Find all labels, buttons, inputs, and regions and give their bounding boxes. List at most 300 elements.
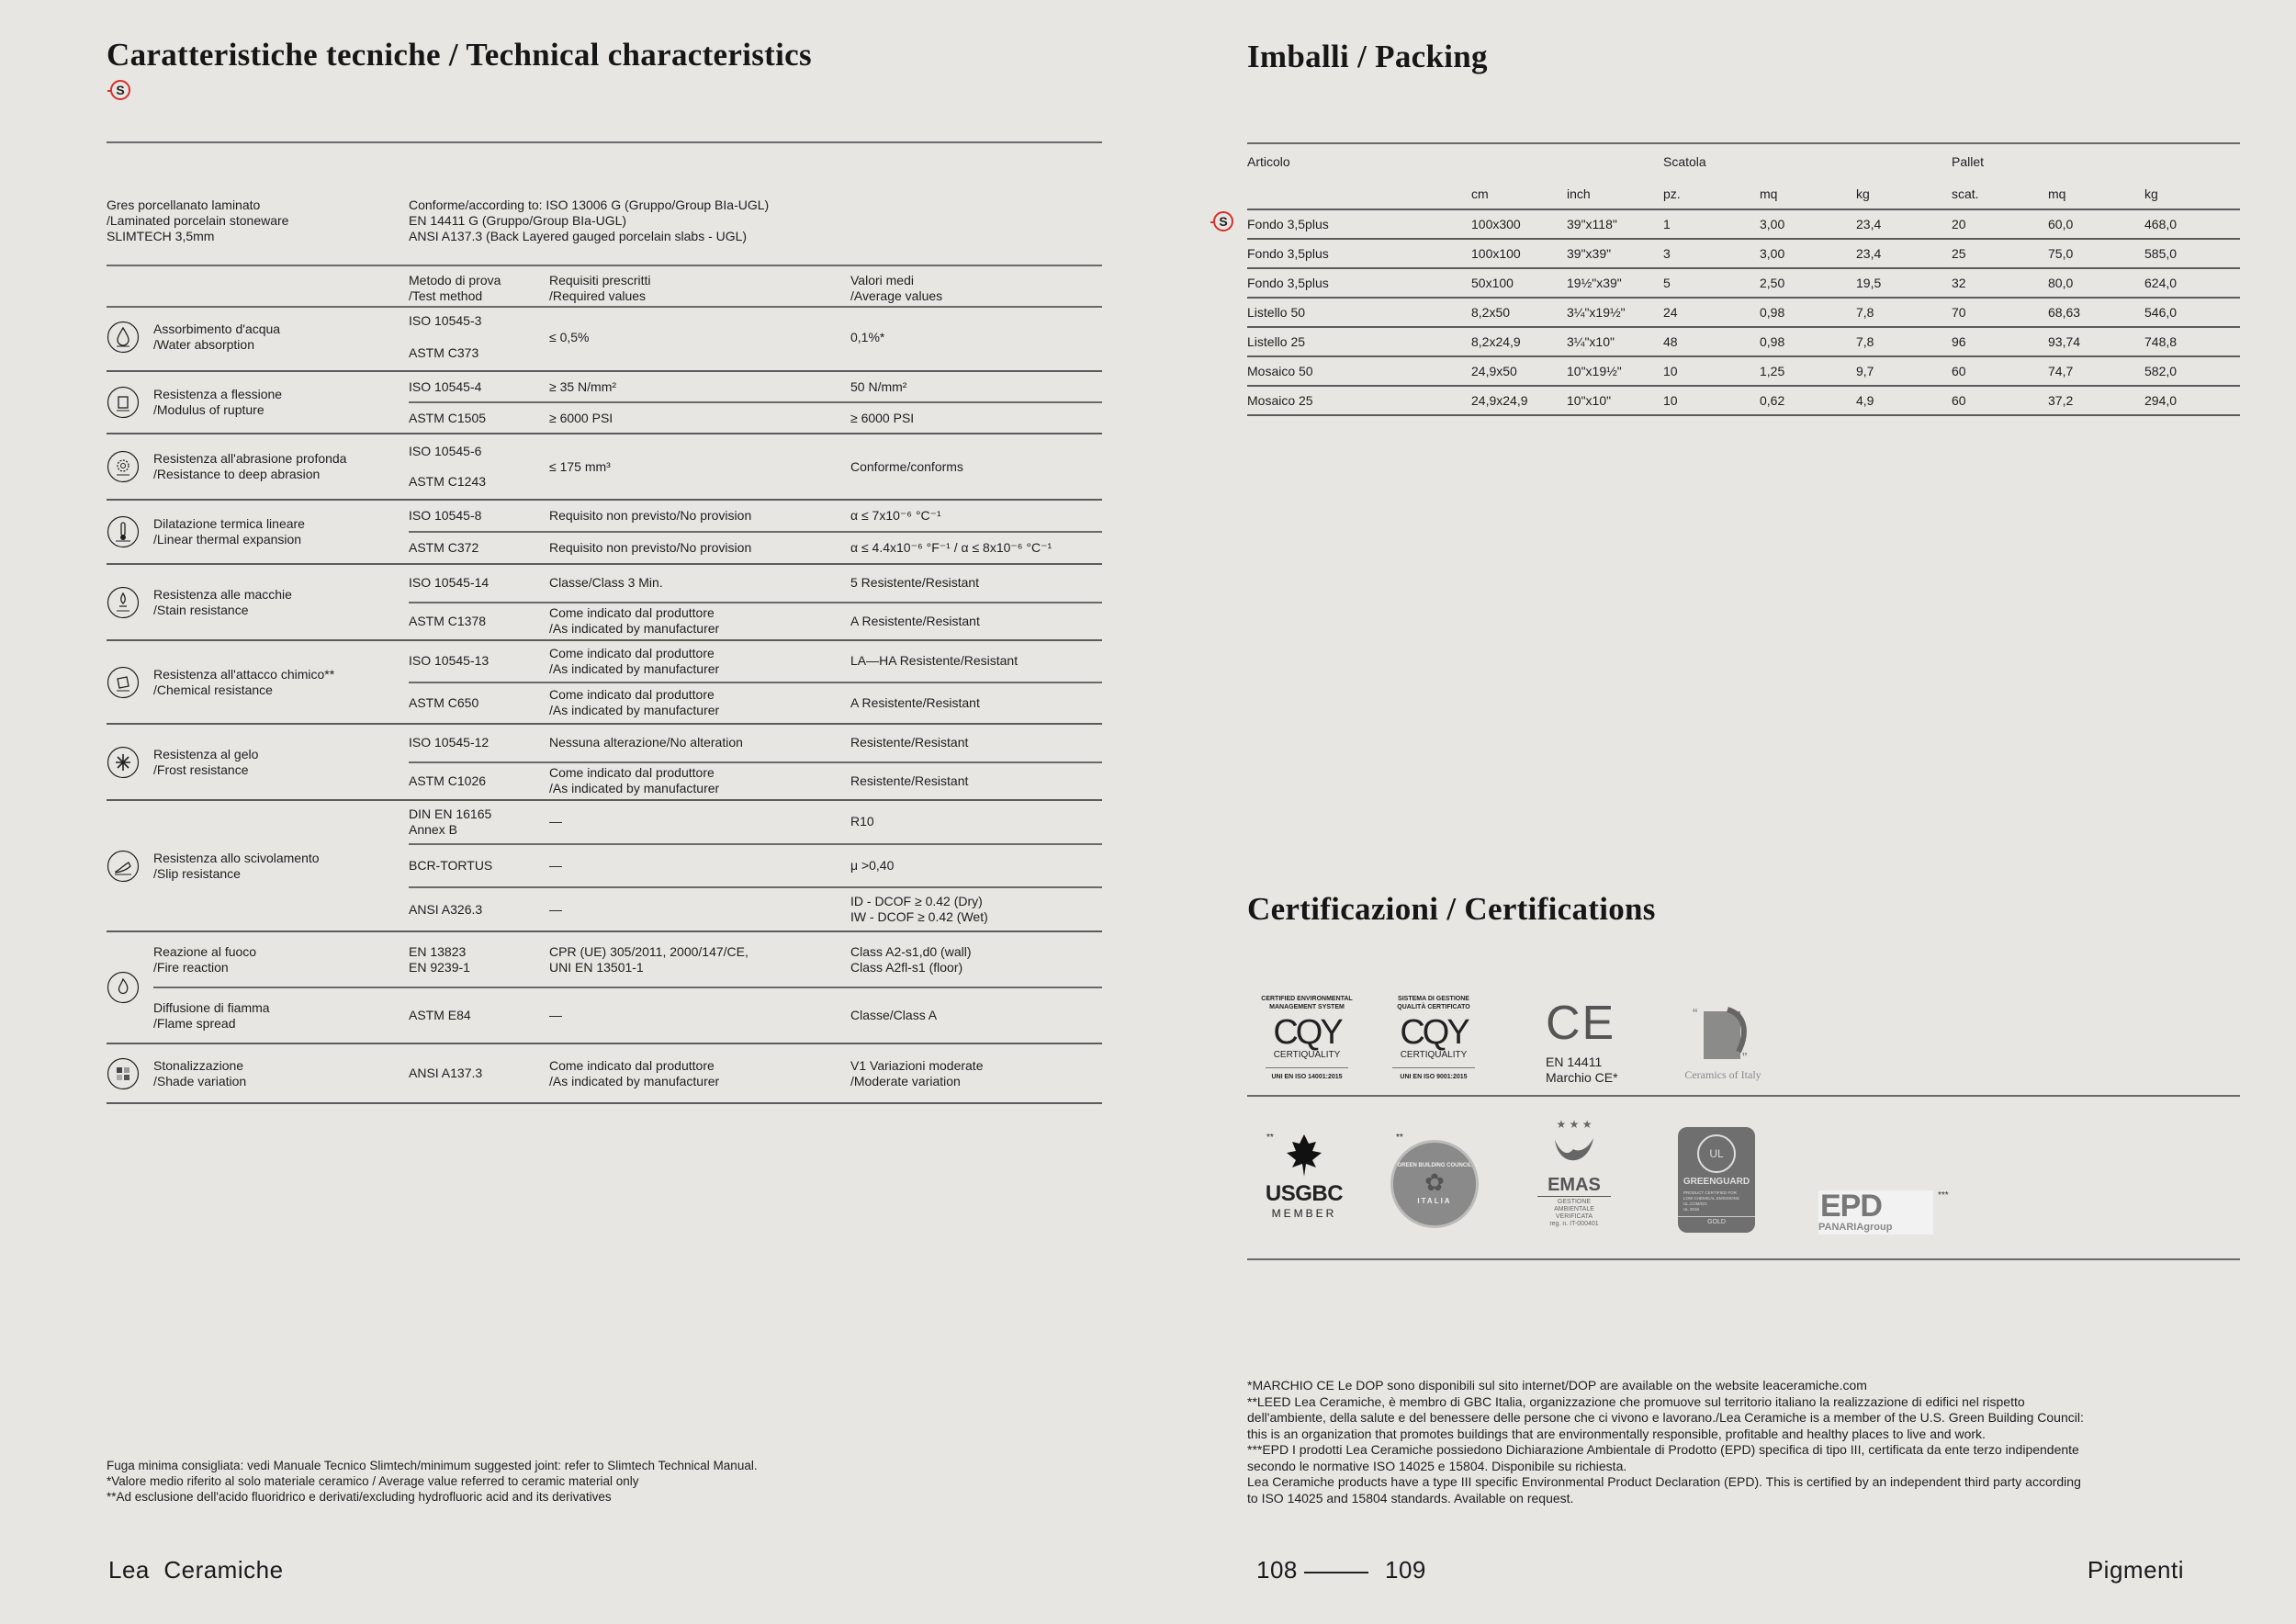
article-name: Fondo 3,5plus	[1247, 268, 1471, 298]
cell-line: /Water absorption	[153, 337, 254, 352]
sub-header: mq	[1760, 179, 1856, 209]
packing-cell: 80,0	[2048, 268, 2144, 298]
cell-line: /Modulus of rupture	[153, 402, 264, 417]
footnote: **Ad esclusione dell'acido fluoridrico e derivati/excluding hydrofluoric acid and its derivatives	[107, 1490, 612, 1504]
test-method	[409, 1008, 549, 1023]
cell-line: A Resistente/Resistant	[850, 694, 980, 710]
packing-cell: 37,2	[2048, 386, 2144, 415]
logo-stars: **	[1396, 1133, 1403, 1143]
article-name: Fondo 3,5plus	[1247, 239, 1471, 268]
snowflake-icon	[107, 725, 153, 799]
cell-line: ≤ 0,5%	[549, 329, 590, 344]
stain-icon	[107, 565, 153, 639]
cell-line: ASTM C1243	[409, 474, 487, 489]
logo-text: Ceramics of Italy	[1684, 1068, 1761, 1081]
packing-cell: 75,0	[2048, 239, 2144, 268]
required-value	[549, 765, 850, 796]
required-value	[549, 1058, 850, 1089]
certiquality-14001-logo	[1256, 995, 1357, 1080]
logo-text: USGBC	[1265, 1181, 1344, 1206]
cell-line: ISO 10545-14	[409, 575, 490, 591]
group-rows	[409, 801, 1102, 930]
cell-line: /Shade variation	[153, 1073, 247, 1088]
test-method	[409, 1066, 549, 1081]
article-name: Listello 25	[1247, 327, 1471, 356]
packing-cell: 93,74	[2048, 327, 2144, 356]
test-method	[409, 434, 549, 499]
cell-line: α ≤ 4.4x10⁻⁶ °F⁻¹ / α ≤ 8x10⁻⁶ °C⁻¹	[850, 540, 1052, 555]
packing-cell: 468,0	[2144, 209, 2240, 239]
conformity	[409, 197, 769, 244]
conformity-line: Conforme/according to: ISO 13006 G (Gruppo/Group BIa-UGL)	[409, 197, 770, 212]
average-value	[850, 459, 1102, 475]
product-line: /Laminated porcelain stoneware	[107, 213, 289, 228]
property-label	[153, 565, 409, 639]
cell-line: /Linear thermal expansion	[153, 532, 302, 547]
table-row	[409, 434, 1102, 499]
cell-line: Reazione al fuoco	[153, 943, 257, 959]
packing-cell: 5	[1663, 268, 1760, 298]
cell-line: ≤ 175 mm³	[549, 458, 611, 474]
tech-group	[107, 304, 1102, 372]
footnote-line: dell'ambiente, della salute e del benessere delle persone che ci vivono e lavorano./Lea Ceramiche is a member of the U.S. Green Building Council:	[1247, 1410, 2084, 1425]
average-value	[850, 1008, 1102, 1023]
packing-row	[1247, 239, 2240, 268]
ceramics-of-italy-logo	[1677, 1006, 1769, 1082]
average-value	[850, 695, 1102, 711]
tech-group	[107, 1044, 1102, 1104]
packing-cell: 23,4	[1856, 209, 1952, 239]
test-method	[409, 411, 549, 426]
article-name: Mosaico 50	[1247, 356, 1471, 386]
average-value	[850, 508, 1102, 524]
packing-sub-header	[1247, 179, 2240, 209]
test-method	[409, 773, 549, 789]
logo-text: GOLD	[1678, 1216, 1755, 1225]
packing-cell: 10"x10"	[1567, 386, 1663, 415]
logo-text: UNI EN ISO 14001:2015	[1271, 1074, 1343, 1080]
cell-line: Resistente/Resistant	[850, 773, 969, 788]
header-article: Articolo	[1247, 154, 1290, 169]
cell-line: ID - DCOF ≥ 0.42 (Dry)	[850, 894, 983, 909]
packing-cell: 2,50	[1760, 268, 1856, 298]
certiquality-9001-logo	[1383, 995, 1484, 1080]
packing-cell: 60,0	[2048, 209, 2144, 239]
gbc-italia-logo	[1387, 1133, 1479, 1224]
footnote-line: to ISO 14025 and 15804 standards. Available on request.	[1247, 1490, 1574, 1506]
table-row	[409, 725, 1102, 761]
packing-title: Imballi / Packing	[1247, 39, 1488, 74]
packing-cell: 546,0	[2144, 298, 2240, 327]
packing-cell: 100x300	[1471, 209, 1567, 239]
col-values	[850, 273, 942, 304]
cell-line: Assorbimento d'acqua	[153, 321, 281, 336]
packing-cell: 39"x39"	[1567, 239, 1663, 268]
cell-line: CPR (UE) 305/2011, 2000/147/CE,	[549, 943, 748, 959]
footnote: Fuga minima consigliata: vedi Manuale Tecnico Slimtech/minimum suggested joint: refer to Slimtech Technical Manual.	[107, 1459, 758, 1472]
cell-line: ≥ 6000 PSI	[850, 410, 915, 425]
average-value	[850, 858, 1102, 874]
packing-row	[1247, 209, 2240, 239]
group-rows	[409, 641, 1102, 723]
group-rows	[409, 501, 1102, 563]
cell-line: Resistenza all'abrasione profonda	[153, 451, 347, 466]
footnote-line: this is an organization that promotes buildings that are environmentally responsible, profitable and healthy places to live and work.	[1247, 1426, 1986, 1441]
packing-cell: 96	[1952, 327, 2048, 356]
group-rows	[409, 372, 1102, 433]
cell-line: Stonalizzazione	[153, 1057, 244, 1073]
test-method	[409, 858, 549, 874]
sub-header: kg	[2144, 179, 2240, 209]
cell-line: Dilatazione termica lineare	[153, 516, 305, 531]
packing-cell: 3¼"x10"	[1567, 327, 1663, 356]
cell-line: ASTM C373	[409, 345, 479, 360]
cell-line: /Flame spread	[153, 1015, 236, 1031]
packing-cell: 68,63	[2048, 298, 2144, 327]
logo-text: PRODUCT CERTIFIED FOR	[1683, 1190, 1737, 1195]
cell-line: ASTM C1378	[409, 613, 487, 628]
packing-cell: 24	[1663, 298, 1760, 327]
sub-header: mq	[2048, 179, 2144, 209]
average-value	[850, 379, 1102, 395]
average-value	[850, 735, 1102, 750]
ce-mark-logo	[1546, 997, 1618, 1086]
logo-text: LOW CHEMICAL EMISSIONS	[1683, 1196, 1739, 1201]
cell-line: ≥ 35 N/mm²	[549, 378, 617, 394]
required-value	[549, 379, 850, 395]
cell-line: ISO 10545-6	[409, 444, 482, 458]
s-badge-text: S	[1219, 214, 1228, 229]
divider	[107, 141, 1102, 143]
cell-line: LA—HA Resistente/Resistant	[850, 653, 1019, 669]
table-row	[409, 304, 1102, 370]
cell-line: DIN EN 16165	[409, 806, 492, 821]
table-row	[153, 932, 1102, 987]
abrasion-gear-icon	[107, 434, 153, 499]
cell-line: ≥ 6000 PSI	[549, 410, 613, 425]
average-value	[850, 575, 1102, 591]
packing-cell: 294,0	[2144, 386, 2240, 415]
table-row	[409, 372, 1102, 401]
logo-text: MANAGEMENT SYSTEM	[1269, 1004, 1345, 1010]
cell-line: Come indicato dal produttore	[549, 687, 715, 703]
property-label	[153, 372, 409, 433]
table-row	[409, 1044, 1102, 1102]
tech-title: Caratteristiche tecniche / Technical characteristics	[107, 37, 812, 73]
cell-line: V1 Variazioni moderate	[850, 1057, 984, 1073]
divider	[1247, 1095, 2240, 1097]
water-drop-icon	[107, 304, 153, 370]
logo-text: AMBIENTALE	[1554, 1206, 1594, 1212]
group-rows	[409, 1044, 1102, 1102]
table-row	[409, 761, 1102, 800]
logo-text: UNI EN ISO 9001:2015	[1400, 1074, 1468, 1080]
logo-text: UL.COM/GG	[1683, 1201, 1707, 1206]
cell-line: Classe/Class A	[850, 1008, 938, 1022]
cell-line: BCR-TORTUS	[409, 858, 493, 873]
packing-cell: 748,8	[2144, 327, 2240, 356]
logo-text: PANARIAgroup	[1818, 1222, 1893, 1233]
required-value	[549, 575, 850, 591]
test-method	[409, 379, 549, 395]
packing-cell: 3,00	[1760, 209, 1856, 239]
packing-cell: 10"x19½"	[1567, 356, 1663, 386]
cell-line: ANSI A326.3	[409, 901, 483, 917]
s-badge-text: S	[116, 83, 125, 97]
packing-cell: 3,00	[1760, 239, 1856, 268]
chemical-icon	[107, 641, 153, 723]
test-method	[409, 614, 549, 629]
group-rows	[409, 434, 1102, 499]
average-value	[850, 653, 1102, 669]
cell-line: α ≤ 7x10⁻⁶ °C⁻¹	[850, 508, 941, 523]
logo-text: reg. n. IT-000401	[1549, 1221, 1599, 1227]
flame-icon	[107, 932, 153, 1043]
required-value	[549, 330, 850, 345]
cell-line: Resistenza a flessione	[153, 387, 283, 401]
greenguard-logo	[1678, 1127, 1755, 1233]
packing-cell: 3	[1663, 239, 1760, 268]
article-name: Fondo 3,5plus	[1247, 209, 1471, 239]
table-row	[409, 682, 1102, 724]
cell-line: Resistenza al gelo	[153, 746, 259, 761]
col-label: /Test method	[409, 288, 483, 303]
test-method	[409, 806, 549, 838]
divider	[1247, 1258, 2240, 1260]
maple-leaf-icon: ✿	[1424, 1168, 1445, 1196]
packing-cell: 7,8	[1856, 298, 1952, 327]
right-footnotes	[1247, 1378, 2084, 1506]
sub-header	[1247, 179, 1471, 209]
required-value	[549, 605, 850, 637]
sub-header: scat.	[1952, 179, 2048, 209]
average-value	[850, 1058, 1102, 1089]
logo-text: GREENGUARD	[1683, 1177, 1750, 1187]
shade-variation-icon	[107, 1044, 153, 1102]
packing-cell: 50x100	[1471, 268, 1567, 298]
packing-cell: 585,0	[2144, 239, 2240, 268]
property-label	[153, 641, 409, 723]
cell-line: /As indicated by manufacturer	[549, 703, 720, 718]
cell-line: —	[549, 858, 562, 873]
sub-header: cm	[1471, 179, 1567, 209]
required-value	[549, 944, 850, 976]
required-value	[549, 902, 850, 918]
cell-line: 5 Resistente/Resistant	[850, 575, 980, 591]
table-row	[409, 565, 1102, 602]
group-rows	[409, 565, 1102, 639]
logo-text: CERTIFIED ENVIRONMENTAL	[1261, 996, 1353, 1002]
tech-group	[107, 641, 1102, 725]
cell-line: Conforme/conforms	[850, 458, 963, 474]
cell-line: ISO 10545-13	[409, 653, 490, 669]
property-label	[153, 501, 409, 563]
packing-cell: 3¼"x19½"	[1567, 298, 1663, 327]
article-name: Mosaico 25	[1247, 386, 1471, 415]
cell-line: ASTM C1026	[409, 773, 487, 788]
cell-line: Class A2-s1,d0 (wall)	[850, 943, 972, 959]
cell-line: /Slip resistance	[153, 865, 241, 881]
header-box: Scatola	[1663, 154, 1706, 169]
packing-cell: 20	[1952, 209, 2048, 239]
average-value	[850, 894, 1102, 925]
test-method	[409, 575, 549, 591]
cell-line: /Moderate variation	[850, 1073, 961, 1088]
required-value	[549, 1008, 850, 1023]
logo-text: VERIFICATA	[1555, 1213, 1593, 1220]
logo-text: CERTIQUALITY	[1273, 1050, 1341, 1060]
product-name	[107, 197, 288, 244]
average-value	[850, 614, 1102, 629]
cell-line: /As indicated by manufacturer	[549, 621, 720, 637]
footnote-line: *MARCHIO CE Le DOP sono disponibili sul sito internet/DOP are available on the website leaceramiche.com	[1247, 1378, 1867, 1393]
tech-group	[107, 501, 1102, 565]
property-label	[153, 434, 409, 499]
tech-group	[107, 932, 1102, 1044]
group-rows	[409, 304, 1102, 370]
average-value	[850, 814, 1102, 829]
property-label	[153, 1044, 409, 1102]
required-value	[549, 540, 850, 556]
cell-line: ISO 10545-12	[409, 735, 490, 750]
cell-line: Come indicato dal produttore	[549, 1057, 715, 1073]
header-pallet: Pallet	[1952, 154, 1985, 169]
property-label	[153, 944, 409, 976]
cell-line: ASTM C372	[409, 540, 479, 555]
logo-text: GREEN BUILDING COUNCIL	[1397, 1163, 1472, 1168]
cell-line: ISO 10545-3	[409, 313, 482, 328]
svg-text:“: “	[1693, 1007, 1698, 1022]
average-value	[850, 944, 1102, 976]
svg-text:”: ”	[1742, 1051, 1748, 1066]
cell-line: IW - DCOF ≥ 0.42 (Wet)	[850, 909, 988, 925]
packing-cell: 0,98	[1760, 327, 1856, 356]
required-value	[549, 858, 850, 874]
logo-text: EN 14411	[1546, 1054, 1603, 1069]
logo-text: UL 2818	[1683, 1207, 1699, 1212]
group-rows	[153, 932, 1102, 1043]
test-method	[409, 695, 549, 711]
cell-line: EN 9239-1	[409, 959, 470, 975]
cell-line: —	[549, 814, 562, 829]
packing-cell: 32	[1952, 268, 2048, 298]
cell-line: Resistenza allo scivolamento	[153, 850, 320, 865]
cell-line: Resistenza alle macchie	[153, 586, 292, 602]
sub-header: pz.	[1663, 179, 1760, 209]
table-row	[409, 602, 1102, 640]
cell-line: μ >0,40	[850, 858, 895, 873]
logo-text: ITALIA	[1417, 1197, 1452, 1205]
cell-line: ISO 10545-8	[409, 508, 482, 523]
logo-text: GESTIONE	[1557, 1199, 1592, 1205]
usgbc-logo	[1263, 1133, 1345, 1220]
cell-line: Annex B	[409, 821, 457, 837]
packing-cell: 9,7	[1856, 356, 1952, 386]
cell-line: Requisito non previsto/No provision	[549, 540, 752, 555]
footnote-line: ***EPD I prodotti Lea Ceramiche possiedono Dichiarazione Ambientale di Prodotto (EPD) specifica di tipo III, certificata da ente terzo indipendente	[1247, 1442, 2079, 1457]
packing-cell: 25	[1952, 239, 2048, 268]
cell-line: ISO 10545-4	[409, 378, 482, 394]
average-value	[850, 773, 1102, 789]
required-value	[549, 411, 850, 426]
tech-group	[107, 434, 1102, 501]
table-row	[153, 987, 1102, 1043]
table-row	[409, 401, 1102, 433]
cell-line: /As indicated by manufacturer	[549, 1073, 720, 1088]
property-label	[153, 801, 409, 930]
footnote-line: **LEED Lea Ceramiche, è membro di GBC Italia, organizzazione che promuove sul territorio italiano la realizzazione di edifici nel rispetto	[1247, 1393, 2025, 1409]
packing-cell: 10	[1663, 386, 1760, 415]
cell-line: A Resistente/Resistant	[850, 613, 980, 628]
packing-cell: 0,62	[1760, 386, 1856, 415]
test-method	[409, 508, 549, 524]
eu-stars-icon: ★ ★ ★	[1556, 1118, 1593, 1131]
tech-column-headers	[107, 265, 1102, 308]
cell-line: /Resistance to deep abrasion	[153, 467, 321, 481]
packing-cell: 70	[1952, 298, 2048, 327]
cell-line: Resistente/Resistant	[850, 735, 969, 750]
packing-cell: 60	[1952, 356, 2048, 386]
packing-cell: 19,5	[1856, 268, 1952, 298]
page-separator	[1304, 1572, 1368, 1573]
collection-name: Pigmenti	[2087, 1556, 2184, 1584]
packing-row	[1247, 298, 2240, 327]
col-required	[549, 273, 650, 304]
footnote-line: Lea Ceramiche products have a type III specific Environmental Product Declaration (EPD). This is certified by an independent third party according	[1247, 1474, 2081, 1489]
cell-line: /Frost resistance	[153, 761, 249, 777]
cell-line: Requisito non previsto/No provision	[549, 508, 752, 523]
cell-line: Nessuna alterazione/No alteration	[549, 735, 743, 750]
average-value	[850, 540, 1102, 556]
group-rows	[409, 725, 1102, 799]
test-method	[409, 944, 549, 976]
page-number-left: 108	[1256, 1556, 1298, 1584]
packing-cell: 48	[1663, 327, 1760, 356]
cell-line: Come indicato dal produttore	[549, 645, 715, 660]
tech-group	[107, 801, 1102, 932]
test-method	[409, 653, 549, 669]
col-test-method	[409, 273, 501, 304]
packing-cell: 1,25	[1760, 356, 1856, 386]
packing-table	[1247, 142, 2240, 416]
required-value	[549, 508, 850, 524]
packing-cell: 60	[1952, 386, 2048, 415]
packing-cell: 24,9x50	[1471, 356, 1567, 386]
property-label	[153, 1000, 409, 1032]
emas-logo	[1537, 1118, 1611, 1228]
packing-group-header	[1247, 143, 2240, 179]
footnote: *Valore medio riferito al solo materiale ceramico / Average value referred to ceramic material only	[107, 1474, 639, 1488]
flexion-icon	[107, 372, 153, 433]
logo-text: EMAS	[1537, 1175, 1611, 1197]
packing-cell: 624,0	[2144, 268, 2240, 298]
packing-cell: 0,98	[1760, 298, 1856, 327]
col-label: /Average values	[850, 288, 943, 303]
emas-wave-icon	[1551, 1131, 1597, 1172]
cell-line: Diffusione di fiamma	[153, 999, 270, 1015]
certifications-title: Certificazioni / Certifications	[1247, 891, 1656, 927]
slimtech-s-badge	[110, 80, 130, 100]
cell-line: Come indicato dal produttore	[549, 765, 715, 781]
cell-line: /Stain resistance	[153, 602, 249, 617]
cell-line: ASTM C1505	[409, 410, 487, 425]
cell-line: ASTM C650	[409, 694, 479, 710]
table-row	[409, 843, 1102, 887]
packing-cell: 7,8	[1856, 327, 1952, 356]
required-value	[549, 646, 850, 677]
packing-row	[1247, 327, 2240, 356]
packing-row	[1247, 386, 2240, 415]
